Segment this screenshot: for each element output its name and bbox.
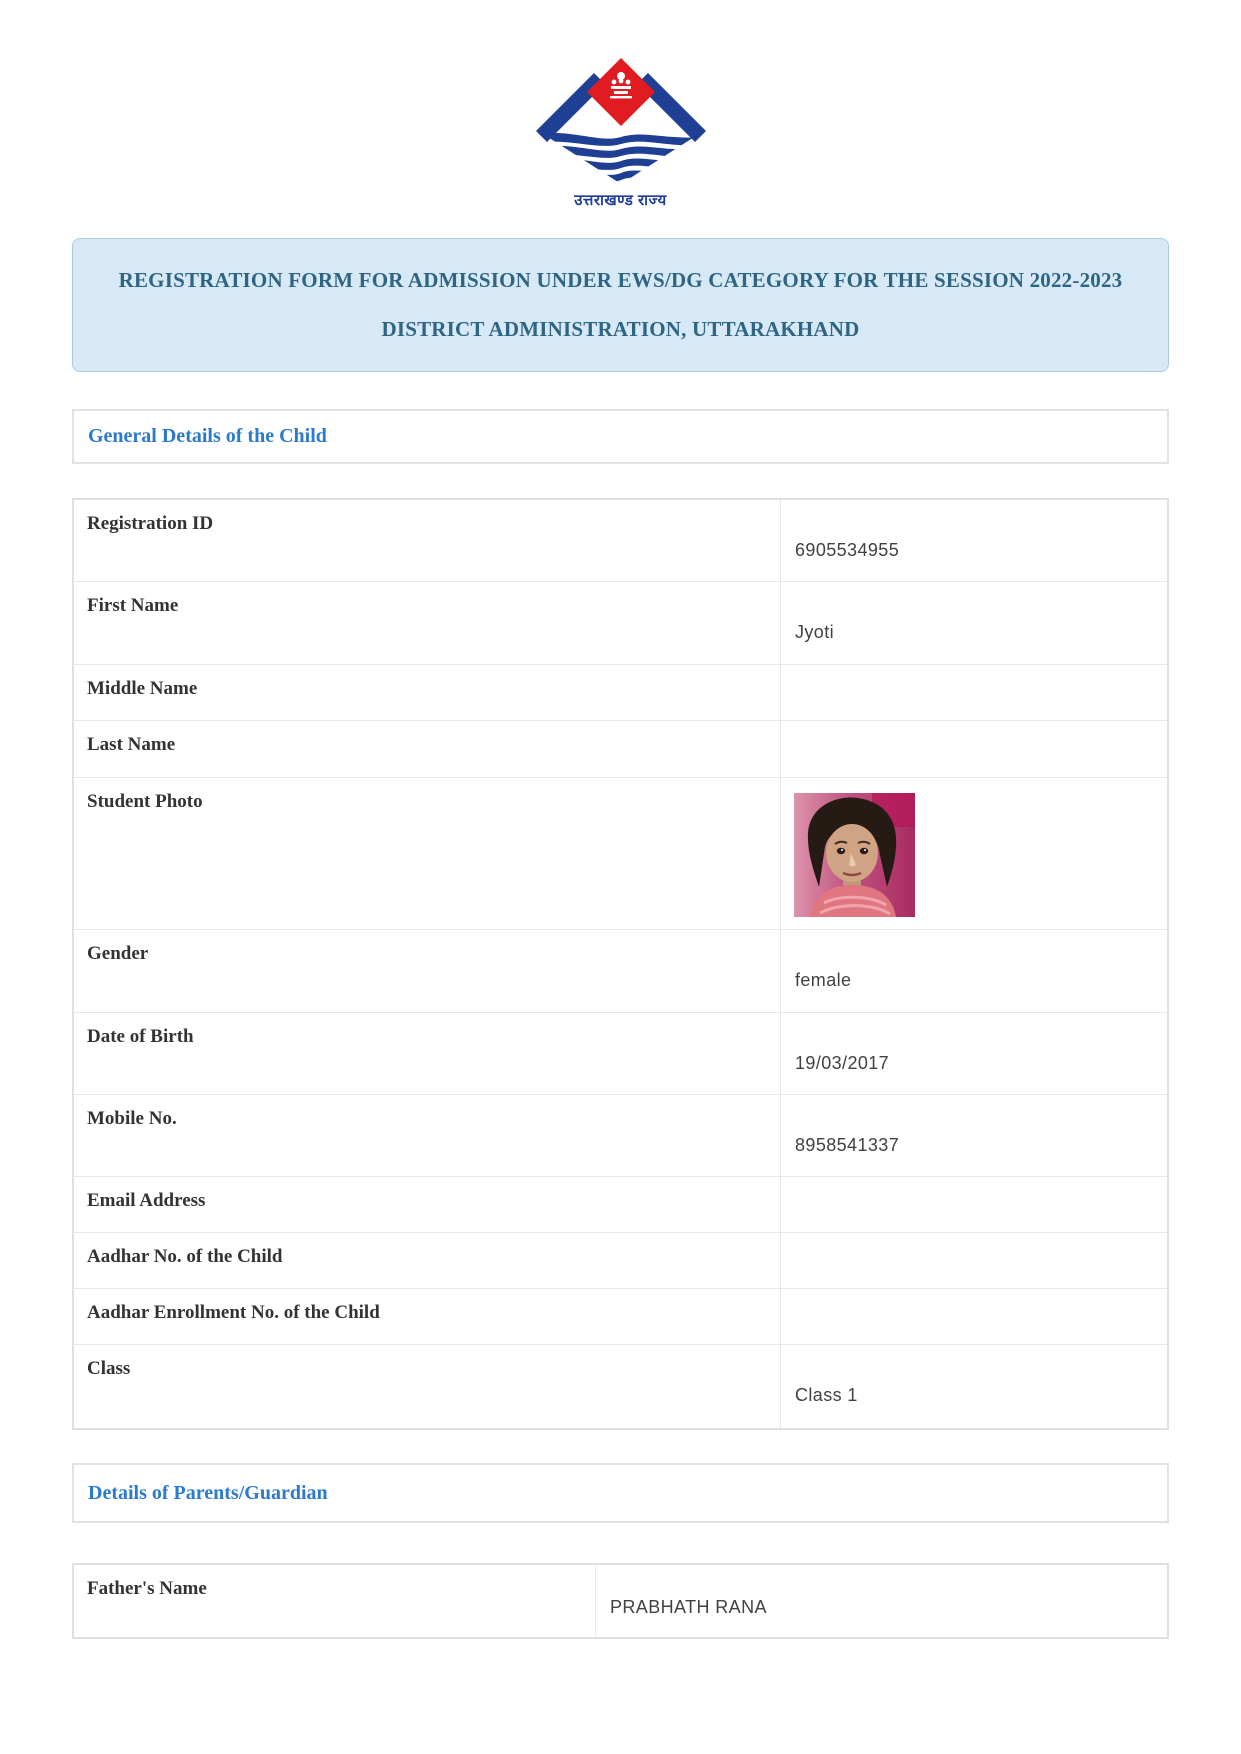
class-label: Class <box>74 1345 781 1428</box>
row-email-address <box>74 1177 1167 1233</box>
mobile-no-label: Mobile No. <box>74 1095 781 1176</box>
general-details-table <box>72 498 1169 1430</box>
form-title-line1: REGISTRATION FORM FOR ADMISSION UNDER EWS/DG CATEGORY FOR THE SESSION 2022-2023 <box>118 268 1123 292</box>
row-registration-id <box>74 500 1167 582</box>
row-aadhar-no <box>74 1233 1167 1289</box>
aadhar-enrollment-no-label: Aadhar Enrollment No. of the Child <box>74 1289 781 1344</box>
row-middle-name <box>74 665 1167 721</box>
page-header-logo <box>0 0 1241 210</box>
section-parents-details-title: Details of Parents/Guardian <box>88 1481 328 1504</box>
email-address-label: Email Address <box>74 1177 781 1232</box>
row-class <box>74 1345 1167 1428</box>
row-aadhar-enrollment-no <box>74 1289 1167 1345</box>
aadhar-enrollment-no-value <box>781 1289 1167 1344</box>
first-name-value: Jyoti <box>795 622 835 642</box>
section-general-details-title: General Details of the Child <box>88 425 327 447</box>
last-name-value <box>781 721 1167 777</box>
registration-id-label: Registration ID <box>74 500 781 581</box>
form-title-line2: DISTRICT ADMINISTRATION, UTTARAKHAND <box>381 317 860 341</box>
date-of-birth-value: 19/03/2017 <box>795 1053 890 1073</box>
section-parents-details <box>72 1463 1169 1523</box>
row-date-of-birth <box>74 1013 1167 1095</box>
row-first-name <box>74 582 1167 665</box>
student-photo-label: Student Photo <box>74 778 781 929</box>
gender-label: Gender <box>74 930 781 1012</box>
class-value: Class 1 <box>795 1385 858 1405</box>
first-name-label: First Name <box>74 582 781 664</box>
aadhar-no-value <box>781 1233 1167 1288</box>
middle-name-value <box>781 665 1167 720</box>
form-title-banner <box>72 238 1169 372</box>
aadhar-no-label: Aadhar No. of the Child <box>74 1233 781 1288</box>
section-general-details <box>72 409 1169 464</box>
row-last-name <box>74 721 1167 778</box>
logo-caption: उत्तराखण्ड राज्य <box>574 192 667 209</box>
fathers-name-value: PRABHATH RANA <box>610 1597 767 1617</box>
student-photo-cell <box>781 778 1167 929</box>
date-of-birth-label: Date of Birth <box>74 1013 781 1094</box>
student-photo-image <box>794 793 915 917</box>
row-fathers-name <box>74 1565 1167 1637</box>
uttarakhand-state-emblem-icon <box>506 171 736 188</box>
fathers-name-label: Father's Name <box>74 1565 596 1637</box>
row-student-photo <box>74 778 1167 930</box>
email-address-value <box>781 1177 1167 1232</box>
parents-details-table <box>72 1563 1169 1639</box>
row-gender <box>74 930 1167 1013</box>
last-name-label: Last Name <box>74 721 781 777</box>
row-mobile-no <box>74 1095 1167 1177</box>
gender-value: female <box>795 970 852 990</box>
registration-id-value: 6905534955 <box>795 540 900 560</box>
mobile-no-value: 8958541337 <box>795 1135 900 1155</box>
middle-name-label: Middle Name <box>74 665 781 720</box>
